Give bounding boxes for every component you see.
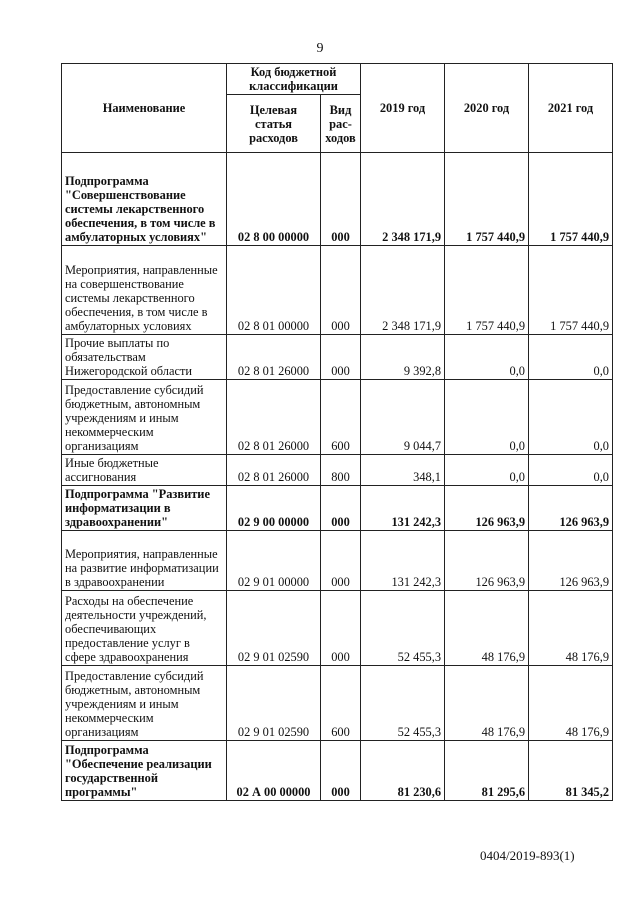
table-row: [62, 335, 613, 380]
row-value-2020: 81 295,6: [445, 741, 529, 801]
row-target-code: 02 8 01 00000: [227, 246, 321, 335]
header-budget-code: Код бюджетной классификации: [227, 64, 361, 95]
row-value-2020: 0,0: [445, 380, 529, 455]
table-row: [62, 591, 613, 666]
row-target-code: 02 9 00 00000: [227, 486, 321, 531]
row-value-2020: 48 176,9: [445, 591, 529, 666]
table-body: [62, 153, 613, 801]
row-value-2021: 48 176,9: [529, 591, 613, 666]
row-value-2019: 2 348 171,9: [361, 153, 445, 246]
row-target-code: 02 8 01 26000: [227, 380, 321, 455]
table-row: [62, 666, 613, 741]
row-value-2019: 52 455,3: [361, 591, 445, 666]
row-expense-type: 000: [321, 741, 361, 801]
row-value-2019: 348,1: [361, 455, 445, 486]
row-value-2019: 9 392,8: [361, 335, 445, 380]
row-target-code: 02 8 00 00000: [227, 153, 321, 246]
row-name: Расходы на обеспечение деятельности учреждений, обеспечивающих предоставление услуг в сфере здравоохранения: [62, 591, 227, 666]
budget-table: [61, 63, 613, 801]
table-row: [62, 246, 613, 335]
row-name: Подпрограмма "Развитие информатизации в здравоохранении": [62, 486, 227, 531]
table-row: [62, 741, 613, 801]
row-name: Подпрограмма "Совершенствование системы лекарственного обеспечения, в том числе в амбулаторных условиях": [62, 153, 227, 246]
row-value-2021: 81 345,2: [529, 741, 613, 801]
row-value-2019: 131 242,3: [361, 486, 445, 531]
row-target-code: 02 8 01 26000: [227, 335, 321, 380]
row-value-2019: 81 230,6: [361, 741, 445, 801]
row-value-2021: 1 757 440,9: [529, 246, 613, 335]
row-expense-type: 000: [321, 531, 361, 591]
row-name: Предоставление субсидий бюджетным, автономным учреждениям и иным некоммерческим организациям: [62, 380, 227, 455]
table-row: [62, 486, 613, 531]
header-target-article: Целевая статья расходов: [227, 95, 321, 153]
row-value-2021: 126 963,9: [529, 531, 613, 591]
row-value-2019: 52 455,3: [361, 666, 445, 741]
row-expense-type: 000: [321, 335, 361, 380]
row-value-2020: 126 963,9: [445, 486, 529, 531]
row-value-2020: 1 757 440,9: [445, 246, 529, 335]
row-value-2019: 131 242,3: [361, 531, 445, 591]
document-code: 0404/2019-893(1): [480, 848, 575, 863]
row-target-code: 02 9 01 02590: [227, 666, 321, 741]
row-target-code: 02 9 01 00000: [227, 531, 321, 591]
row-expense-type: 800: [321, 455, 361, 486]
header-2021: 2021 год: [529, 64, 613, 153]
row-value-2020: 1 757 440,9: [445, 153, 529, 246]
row-value-2019: 2 348 171,9: [361, 246, 445, 335]
row-value-2020: 0,0: [445, 335, 529, 380]
row-value-2019: 9 044,7: [361, 380, 445, 455]
header-expense-type: Вид рас-ходов: [321, 95, 361, 153]
row-value-2021: 1 757 440,9: [529, 153, 613, 246]
row-expense-type: 000: [321, 486, 361, 531]
row-expense-type: 600: [321, 666, 361, 741]
row-value-2021: 0,0: [529, 335, 613, 380]
row-value-2020: 0,0: [445, 455, 529, 486]
row-value-2021: 48 176,9: [529, 666, 613, 741]
row-value-2020: 126 963,9: [445, 531, 529, 591]
row-value-2021: 126 963,9: [529, 486, 613, 531]
row-name: Предоставление субсидий бюджетным, автономным учреждениям и иным некоммерческим организациям: [62, 666, 227, 741]
row-expense-type: 600: [321, 380, 361, 455]
row-name: Мероприятия, направленные на совершенствование системы лекарственного обеспечения, в том числе в амбулаторных условиях: [62, 246, 227, 335]
row-name: Иные бюджетные ассигнования: [62, 455, 227, 486]
row-expense-type: 000: [321, 153, 361, 246]
row-target-code: 02 9 01 02590: [227, 591, 321, 666]
row-target-code: 02 А 00 00000: [227, 741, 321, 801]
row-target-code: 02 8 01 26000: [227, 455, 321, 486]
row-name: Подпрограмма "Обеспечение реализации государственной программы": [62, 741, 227, 801]
row-value-2021: 0,0: [529, 380, 613, 455]
row-value-2020: 48 176,9: [445, 666, 529, 741]
row-name: Мероприятия, направленные на развитие информатизации в здравоохранении: [62, 531, 227, 591]
row-value-2021: 0,0: [529, 455, 613, 486]
row-expense-type: 000: [321, 591, 361, 666]
table-row: [62, 531, 613, 591]
row-expense-type: 000: [321, 246, 361, 335]
table-row: [62, 153, 613, 246]
table-row: [62, 380, 613, 455]
header-name: Наименование: [62, 64, 227, 153]
row-name: Прочие выплаты по обязательствам Нижегородской области: [62, 335, 227, 380]
page-number: 9: [316, 41, 324, 56]
header-2020: 2020 год: [445, 64, 529, 153]
header-2019: 2019 год: [361, 64, 445, 153]
table-row: [62, 455, 613, 486]
